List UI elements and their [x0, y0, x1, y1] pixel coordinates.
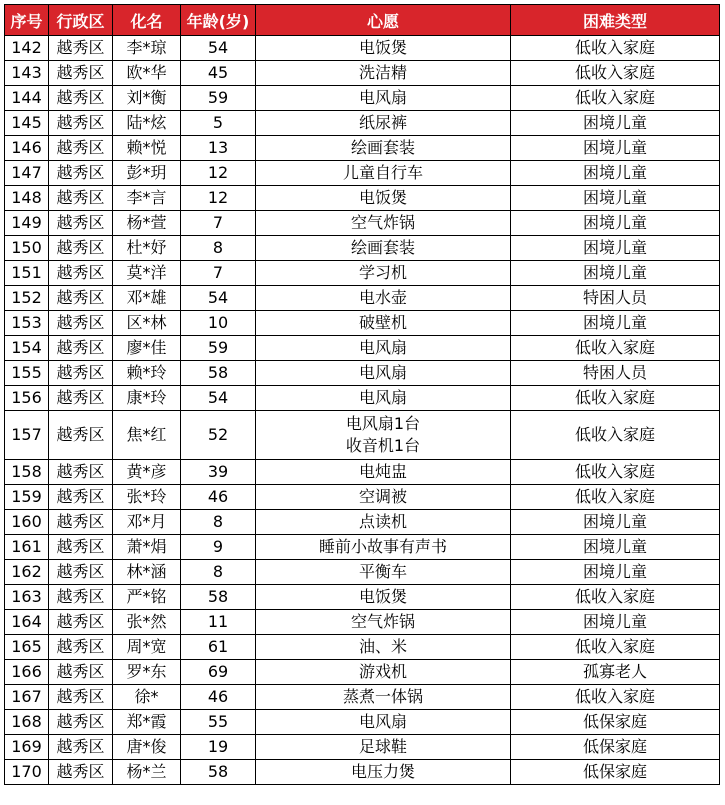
table-row: [5, 236, 720, 261]
cell-wish: [256, 660, 511, 685]
cell-age: 7: [181, 261, 256, 286]
cell-wish: [256, 411, 511, 460]
cell-no: 164: [5, 610, 49, 635]
cell-district: 越秀区: [49, 660, 113, 685]
table-row: [5, 86, 720, 111]
cell-type: 困境儿童: [511, 535, 720, 560]
cell-age: 45: [181, 61, 256, 86]
header-name: 化名: [113, 5, 181, 36]
wish-line: 空调被: [358, 487, 407, 506]
wish-line: 电风扇: [358, 388, 407, 407]
cell-wish: [256, 211, 511, 236]
cell-no: 166: [5, 660, 49, 685]
cell-no: 169: [5, 735, 49, 760]
wish-line: 睡前小故事有声书: [318, 537, 447, 556]
wish-line: 足球鞋: [358, 737, 407, 756]
table-row: [5, 361, 720, 386]
cell-name: 李*琼: [113, 36, 181, 61]
cell-district: 越秀区: [49, 86, 113, 111]
cell-no: 144: [5, 86, 49, 111]
cell-no: 152: [5, 286, 49, 311]
cell-name: 徐*: [113, 685, 181, 710]
cell-age: 46: [181, 685, 256, 710]
cell-no: 147: [5, 161, 49, 186]
cell-age: 10: [181, 311, 256, 336]
cell-type: 困境儿童: [511, 510, 720, 535]
cell-name: 萧*焆: [113, 535, 181, 560]
cell-no: 145: [5, 111, 49, 136]
cell-name: 莫*洋: [113, 261, 181, 286]
table-row: [5, 386, 720, 411]
cell-type: 低保家庭: [511, 760, 720, 785]
cell-district: 越秀区: [49, 61, 113, 86]
cell-age: 58: [181, 585, 256, 610]
wish-line: 电风扇: [358, 712, 407, 731]
cell-name: 廖*佳: [113, 336, 181, 361]
cell-no: 143: [5, 61, 49, 86]
cell-type: 低收入家庭: [511, 460, 720, 485]
cell-age: 5: [181, 111, 256, 136]
cell-no: 157: [5, 411, 49, 460]
cell-type: 低收入家庭: [511, 386, 720, 411]
cell-name: 赖*玲: [113, 361, 181, 386]
cell-age: 8: [181, 510, 256, 535]
cell-name: 黄*彦: [113, 460, 181, 485]
wish-line: 绘画套装: [350, 238, 415, 257]
cell-no: 170: [5, 760, 49, 785]
cell-age: 54: [181, 36, 256, 61]
cell-type: 特困人员: [511, 286, 720, 311]
table-row: [5, 460, 720, 485]
cell-type: 困境儿童: [511, 136, 720, 161]
cell-wish: [256, 36, 511, 61]
cell-name: 杨*萱: [113, 211, 181, 236]
cell-district: 越秀区: [49, 286, 113, 311]
cell-wish: [256, 361, 511, 386]
cell-wish: [256, 61, 511, 86]
cell-type: 困境儿童: [511, 311, 720, 336]
table-row: [5, 535, 720, 560]
cell-age: 58: [181, 760, 256, 785]
cell-type: 困境儿童: [511, 560, 720, 585]
cell-no: 165: [5, 635, 49, 660]
cell-age: 19: [181, 735, 256, 760]
table-row: [5, 635, 720, 660]
cell-no: 149: [5, 211, 49, 236]
table-body: [5, 36, 720, 785]
cell-district: 越秀区: [49, 735, 113, 760]
cell-wish: [256, 635, 511, 660]
table-row: [5, 760, 720, 785]
wish-line: 学习机: [358, 263, 407, 282]
table-row: [5, 485, 720, 510]
cell-name: 邓*雄: [113, 286, 181, 311]
wish-line: 电风扇: [358, 88, 407, 107]
cell-wish: [256, 610, 511, 635]
cell-district: 越秀区: [49, 186, 113, 211]
cell-type: 困境儿童: [511, 261, 720, 286]
cell-district: 越秀区: [49, 311, 113, 336]
cell-type: 困境儿童: [511, 610, 720, 635]
cell-district: 越秀区: [49, 560, 113, 585]
cell-wish: [256, 236, 511, 261]
cell-wish: [256, 560, 511, 585]
cell-age: 59: [181, 336, 256, 361]
wish-line: 空气炸锅: [350, 612, 415, 631]
header-type: 困难类型: [511, 5, 720, 36]
cell-no: 159: [5, 485, 49, 510]
cell-no: 150: [5, 236, 49, 261]
cell-no: 158: [5, 460, 49, 485]
cell-name: 严*铭: [113, 585, 181, 610]
cell-no: 148: [5, 186, 49, 211]
cell-district: 越秀区: [49, 510, 113, 535]
cell-district: 越秀区: [49, 485, 113, 510]
cell-age: 46: [181, 485, 256, 510]
cell-wish: [256, 136, 511, 161]
cell-district: 越秀区: [49, 261, 113, 286]
cell-name: 欧*华: [113, 61, 181, 86]
cell-wish: [256, 336, 511, 361]
table-row: [5, 710, 720, 735]
cell-no: 161: [5, 535, 49, 560]
cell-no: 142: [5, 36, 49, 61]
table-row: [5, 685, 720, 710]
cell-district: 越秀区: [49, 161, 113, 186]
cell-type: 低收入家庭: [511, 36, 720, 61]
cell-name: 赖*悦: [113, 136, 181, 161]
cell-type: 低收入家庭: [511, 585, 720, 610]
cell-type: 孤寡老人: [511, 660, 720, 685]
cell-wish: [256, 311, 511, 336]
table-row: [5, 161, 720, 186]
cell-age: 8: [181, 560, 256, 585]
wish-line: 收音机1台: [345, 436, 421, 455]
cell-no: 155: [5, 361, 49, 386]
cell-name: 林*涵: [113, 560, 181, 585]
cell-district: 越秀区: [49, 336, 113, 361]
cell-name: 康*玲: [113, 386, 181, 411]
cell-wish: [256, 161, 511, 186]
cell-name: 张*然: [113, 610, 181, 635]
cell-type: 困境儿童: [511, 111, 720, 136]
cell-type: 低收入家庭: [511, 685, 720, 710]
wish-line: 电炖盅: [358, 462, 407, 481]
wish-line: 空气炸锅: [350, 213, 415, 232]
table-row: [5, 136, 720, 161]
cell-no: 156: [5, 386, 49, 411]
cell-type: 低保家庭: [511, 735, 720, 760]
cell-no: 168: [5, 710, 49, 735]
wish-line: 电饭煲: [358, 587, 407, 606]
wish-line: 儿童自行车: [342, 163, 423, 182]
cell-age: 61: [181, 635, 256, 660]
cell-wish: [256, 386, 511, 411]
cell-type: 困境儿童: [511, 211, 720, 236]
cell-name: 郑*霞: [113, 710, 181, 735]
cell-district: 越秀区: [49, 535, 113, 560]
table-row: [5, 111, 720, 136]
cell-no: 163: [5, 585, 49, 610]
wish-line: 游戏机: [358, 662, 407, 681]
cell-district: 越秀区: [49, 760, 113, 785]
cell-type: 困境儿童: [511, 236, 720, 261]
cell-name: 邓*月: [113, 510, 181, 535]
cell-name: 杜*妤: [113, 236, 181, 261]
cell-wish: [256, 286, 511, 311]
wish-line: 平衡车: [358, 562, 407, 581]
cell-district: 越秀区: [49, 585, 113, 610]
table-row: [5, 560, 720, 585]
cell-name: 区*林: [113, 311, 181, 336]
cell-wish: [256, 510, 511, 535]
cell-no: 167: [5, 685, 49, 710]
cell-name: 罗*东: [113, 660, 181, 685]
cell-wish: [256, 460, 511, 485]
cell-district: 越秀区: [49, 111, 113, 136]
table-header: [5, 5, 720, 36]
cell-age: 12: [181, 161, 256, 186]
cell-age: 7: [181, 211, 256, 236]
wish-line: 电压力煲: [350, 762, 415, 781]
table-row: [5, 186, 720, 211]
wish-line: 蒸煮一体锅: [342, 687, 423, 706]
cell-age: 9: [181, 535, 256, 560]
wish-line: 电饭煲: [358, 188, 407, 207]
table-row: [5, 311, 720, 336]
cell-age: 55: [181, 710, 256, 735]
cell-type: 低保家庭: [511, 710, 720, 735]
cell-type: 特困人员: [511, 361, 720, 386]
cell-name: 陆*炫: [113, 111, 181, 136]
cell-age: 58: [181, 361, 256, 386]
cell-name: 李*言: [113, 186, 181, 211]
table-row: [5, 61, 720, 86]
cell-district: 越秀区: [49, 36, 113, 61]
cell-wish: [256, 760, 511, 785]
cell-no: 146: [5, 136, 49, 161]
cell-age: 39: [181, 460, 256, 485]
table-row: [5, 211, 720, 236]
table-row: [5, 36, 720, 61]
cell-district: 越秀区: [49, 361, 113, 386]
wish-line: 电风扇: [358, 363, 407, 382]
header-no: 序号: [5, 5, 49, 36]
cell-no: 160: [5, 510, 49, 535]
cell-age: 59: [181, 86, 256, 111]
cell-wish: [256, 735, 511, 760]
cell-wish: [256, 685, 511, 710]
cell-name: 周*宽: [113, 635, 181, 660]
cell-district: 越秀区: [49, 236, 113, 261]
table-row: [5, 735, 720, 760]
cell-district: 越秀区: [49, 635, 113, 660]
cell-age: 11: [181, 610, 256, 635]
wish-table: [4, 4, 720, 785]
cell-district: 越秀区: [49, 136, 113, 161]
cell-wish: [256, 86, 511, 111]
cell-name: 焦*红: [113, 411, 181, 460]
cell-name: 杨*兰: [113, 760, 181, 785]
cell-age: 12: [181, 186, 256, 211]
table-row: [5, 261, 720, 286]
cell-age: 52: [181, 411, 256, 460]
table-row: [5, 660, 720, 685]
cell-name: 张*玲: [113, 485, 181, 510]
cell-district: 越秀区: [49, 386, 113, 411]
cell-wish: [256, 186, 511, 211]
cell-type: 低收入家庭: [511, 86, 720, 111]
cell-age: 54: [181, 386, 256, 411]
cell-age: 13: [181, 136, 256, 161]
table-row: [5, 286, 720, 311]
cell-district: 越秀区: [49, 411, 113, 460]
cell-type: 困境儿童: [511, 161, 720, 186]
cell-wish: [256, 710, 511, 735]
cell-wish: [256, 485, 511, 510]
cell-no: 154: [5, 336, 49, 361]
wish-line: 纸尿裤: [358, 113, 407, 132]
table-row: [5, 585, 720, 610]
cell-district: 越秀区: [49, 610, 113, 635]
cell-type: 困境儿童: [511, 186, 720, 211]
wish-line: 点读机: [358, 512, 407, 531]
cell-district: 越秀区: [49, 710, 113, 735]
cell-name: 刘*衡: [113, 86, 181, 111]
header-wish: 心愿: [256, 5, 511, 36]
cell-no: 153: [5, 311, 49, 336]
cell-no: 162: [5, 560, 49, 585]
header-age: 年龄(岁): [181, 5, 256, 36]
cell-type: 低收入家庭: [511, 635, 720, 660]
table-row: [5, 336, 720, 361]
header-row: [5, 5, 720, 36]
wish-line: 破壁机: [358, 313, 407, 332]
table-row: [5, 510, 720, 535]
cell-district: 越秀区: [49, 685, 113, 710]
wish-line: 电水壶: [358, 288, 407, 307]
cell-age: 8: [181, 236, 256, 261]
wish-line: 电风扇: [358, 338, 407, 357]
cell-wish: [256, 261, 511, 286]
cell-type: 低收入家庭: [511, 485, 720, 510]
cell-district: 越秀区: [49, 460, 113, 485]
wish-line: 绘画套装: [350, 138, 415, 157]
cell-wish: [256, 585, 511, 610]
wish-line: 油、米: [358, 637, 407, 656]
cell-type: 低收入家庭: [511, 61, 720, 86]
cell-name: 彭*玥: [113, 161, 181, 186]
wish-line: 电风扇1台: [345, 414, 421, 433]
cell-name: 唐*俊: [113, 735, 181, 760]
cell-district: 越秀区: [49, 211, 113, 236]
table-row: [5, 610, 720, 635]
cell-wish: [256, 111, 511, 136]
header-district: 行政区: [49, 5, 113, 36]
wish-line: 电饭煲: [358, 38, 407, 57]
cell-type: 低收入家庭: [511, 411, 720, 460]
cell-type: 低收入家庭: [511, 336, 720, 361]
cell-age: 69: [181, 660, 256, 685]
wish-line: 洗洁精: [358, 63, 407, 82]
table-row: [5, 411, 720, 460]
cell-wish: [256, 535, 511, 560]
cell-age: 54: [181, 286, 256, 311]
cell-no: 151: [5, 261, 49, 286]
